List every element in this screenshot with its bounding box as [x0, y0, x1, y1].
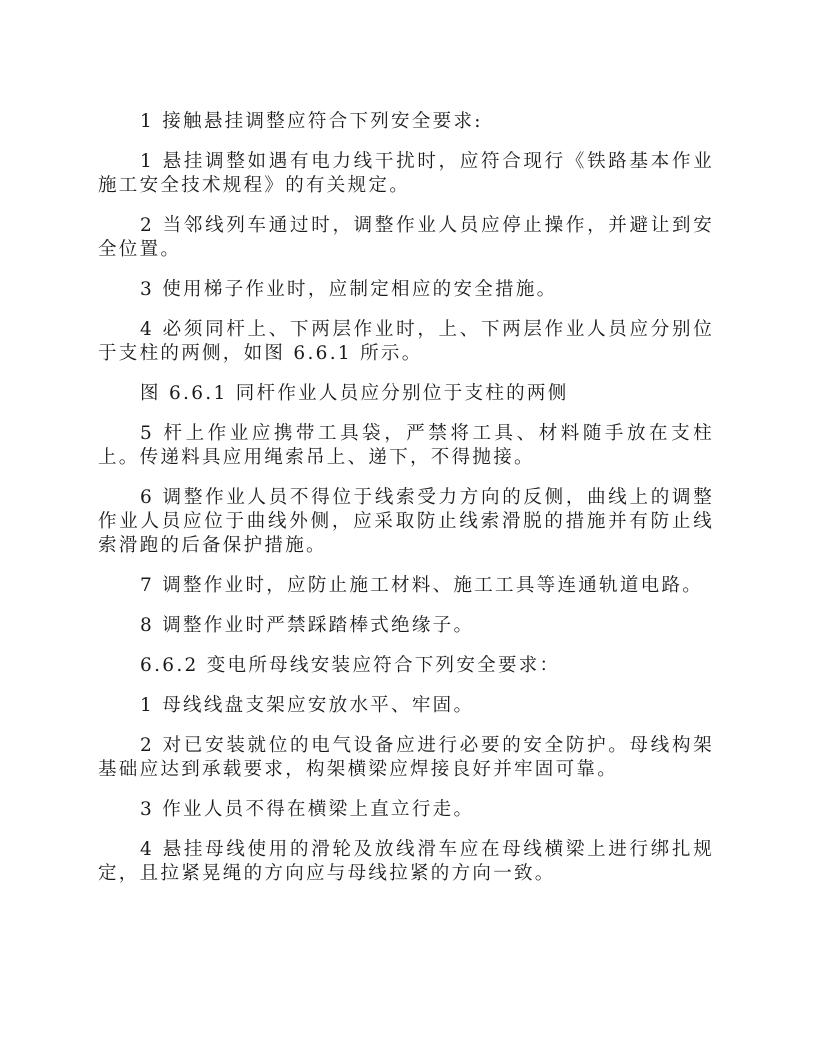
paragraph-item-3-ladder: 3 使用梯子作业时，应制定相应的安全措施。	[140, 279, 558, 300]
paragraph-busbar-item-2: 2 对已安装就位的电气设备应进行必要的安全防护。母线构架基础应达到承载要求，构架横梁应焊接良好并牢固可靠。	[98, 735, 714, 780]
paragraph-busbar-item-1: 1 母线线盘支架应安放水平、牢固。	[140, 695, 475, 716]
figure-caption-6-6-1: 图 6.6.1 同杆作业人员应分别位于支柱的两侧	[140, 383, 569, 404]
paragraph-item-5-tool-bag: 5 杆上作业应携带工具袋，严禁将工具、材料随手放在支柱上。传递料具应用绳索吊上、递下，不得抛接。	[98, 423, 714, 468]
section-heading-6-6-2: 6.6.2 变电所母线安装应符合下列安全要求：	[140, 655, 561, 676]
paragraph-busbar-item-4: 4 悬挂母线使用的滑轮及放线滑车应在母线横梁上进行绑扎规定，且拉紧晃绳的方向应与母线拉紧的方向一致。	[98, 839, 714, 884]
paragraph-item-6-cable-force: 6 调整作业人员不得位于线索受力方向的反侧，曲线上的调整作业人员应位于曲线外侧，应采取防止线索滑脱的措施并有防止线索滑跑的后备保护措施。	[98, 487, 714, 556]
paragraph-item-7-track-circuit: 7 调整作业时，应防止施工材料、施工工具等连通轨道电路。	[140, 575, 704, 596]
paragraph-item-1-power-line: 1 悬挂调整如遇有电力线干扰时，应符合现行《铁路基本作业施工安全技术规程》的有关规定。	[98, 151, 714, 196]
paragraph-contact-suspension-heading: 1 接触悬挂调整应符合下列安全要求:	[140, 111, 483, 132]
paragraph-item-2-adjacent-train: 2 当邻线列车通过时，调整作业人员应停止操作，并避让到安全位置。	[98, 215, 714, 260]
document-page	[98, 110, 714, 902]
paragraph-busbar-item-3: 3 作业人员不得在横梁上直立行走。	[140, 799, 475, 820]
paragraph-item-8-insulator: 8 调整作业时严禁踩踏棒式绝缘子。	[140, 615, 475, 636]
paragraph-item-4-two-layers: 4 必须同杆上、下两层作业时，上、下两层作业人员应分别位于支柱的两侧，如图 6.6.1 所示。	[98, 319, 714, 364]
